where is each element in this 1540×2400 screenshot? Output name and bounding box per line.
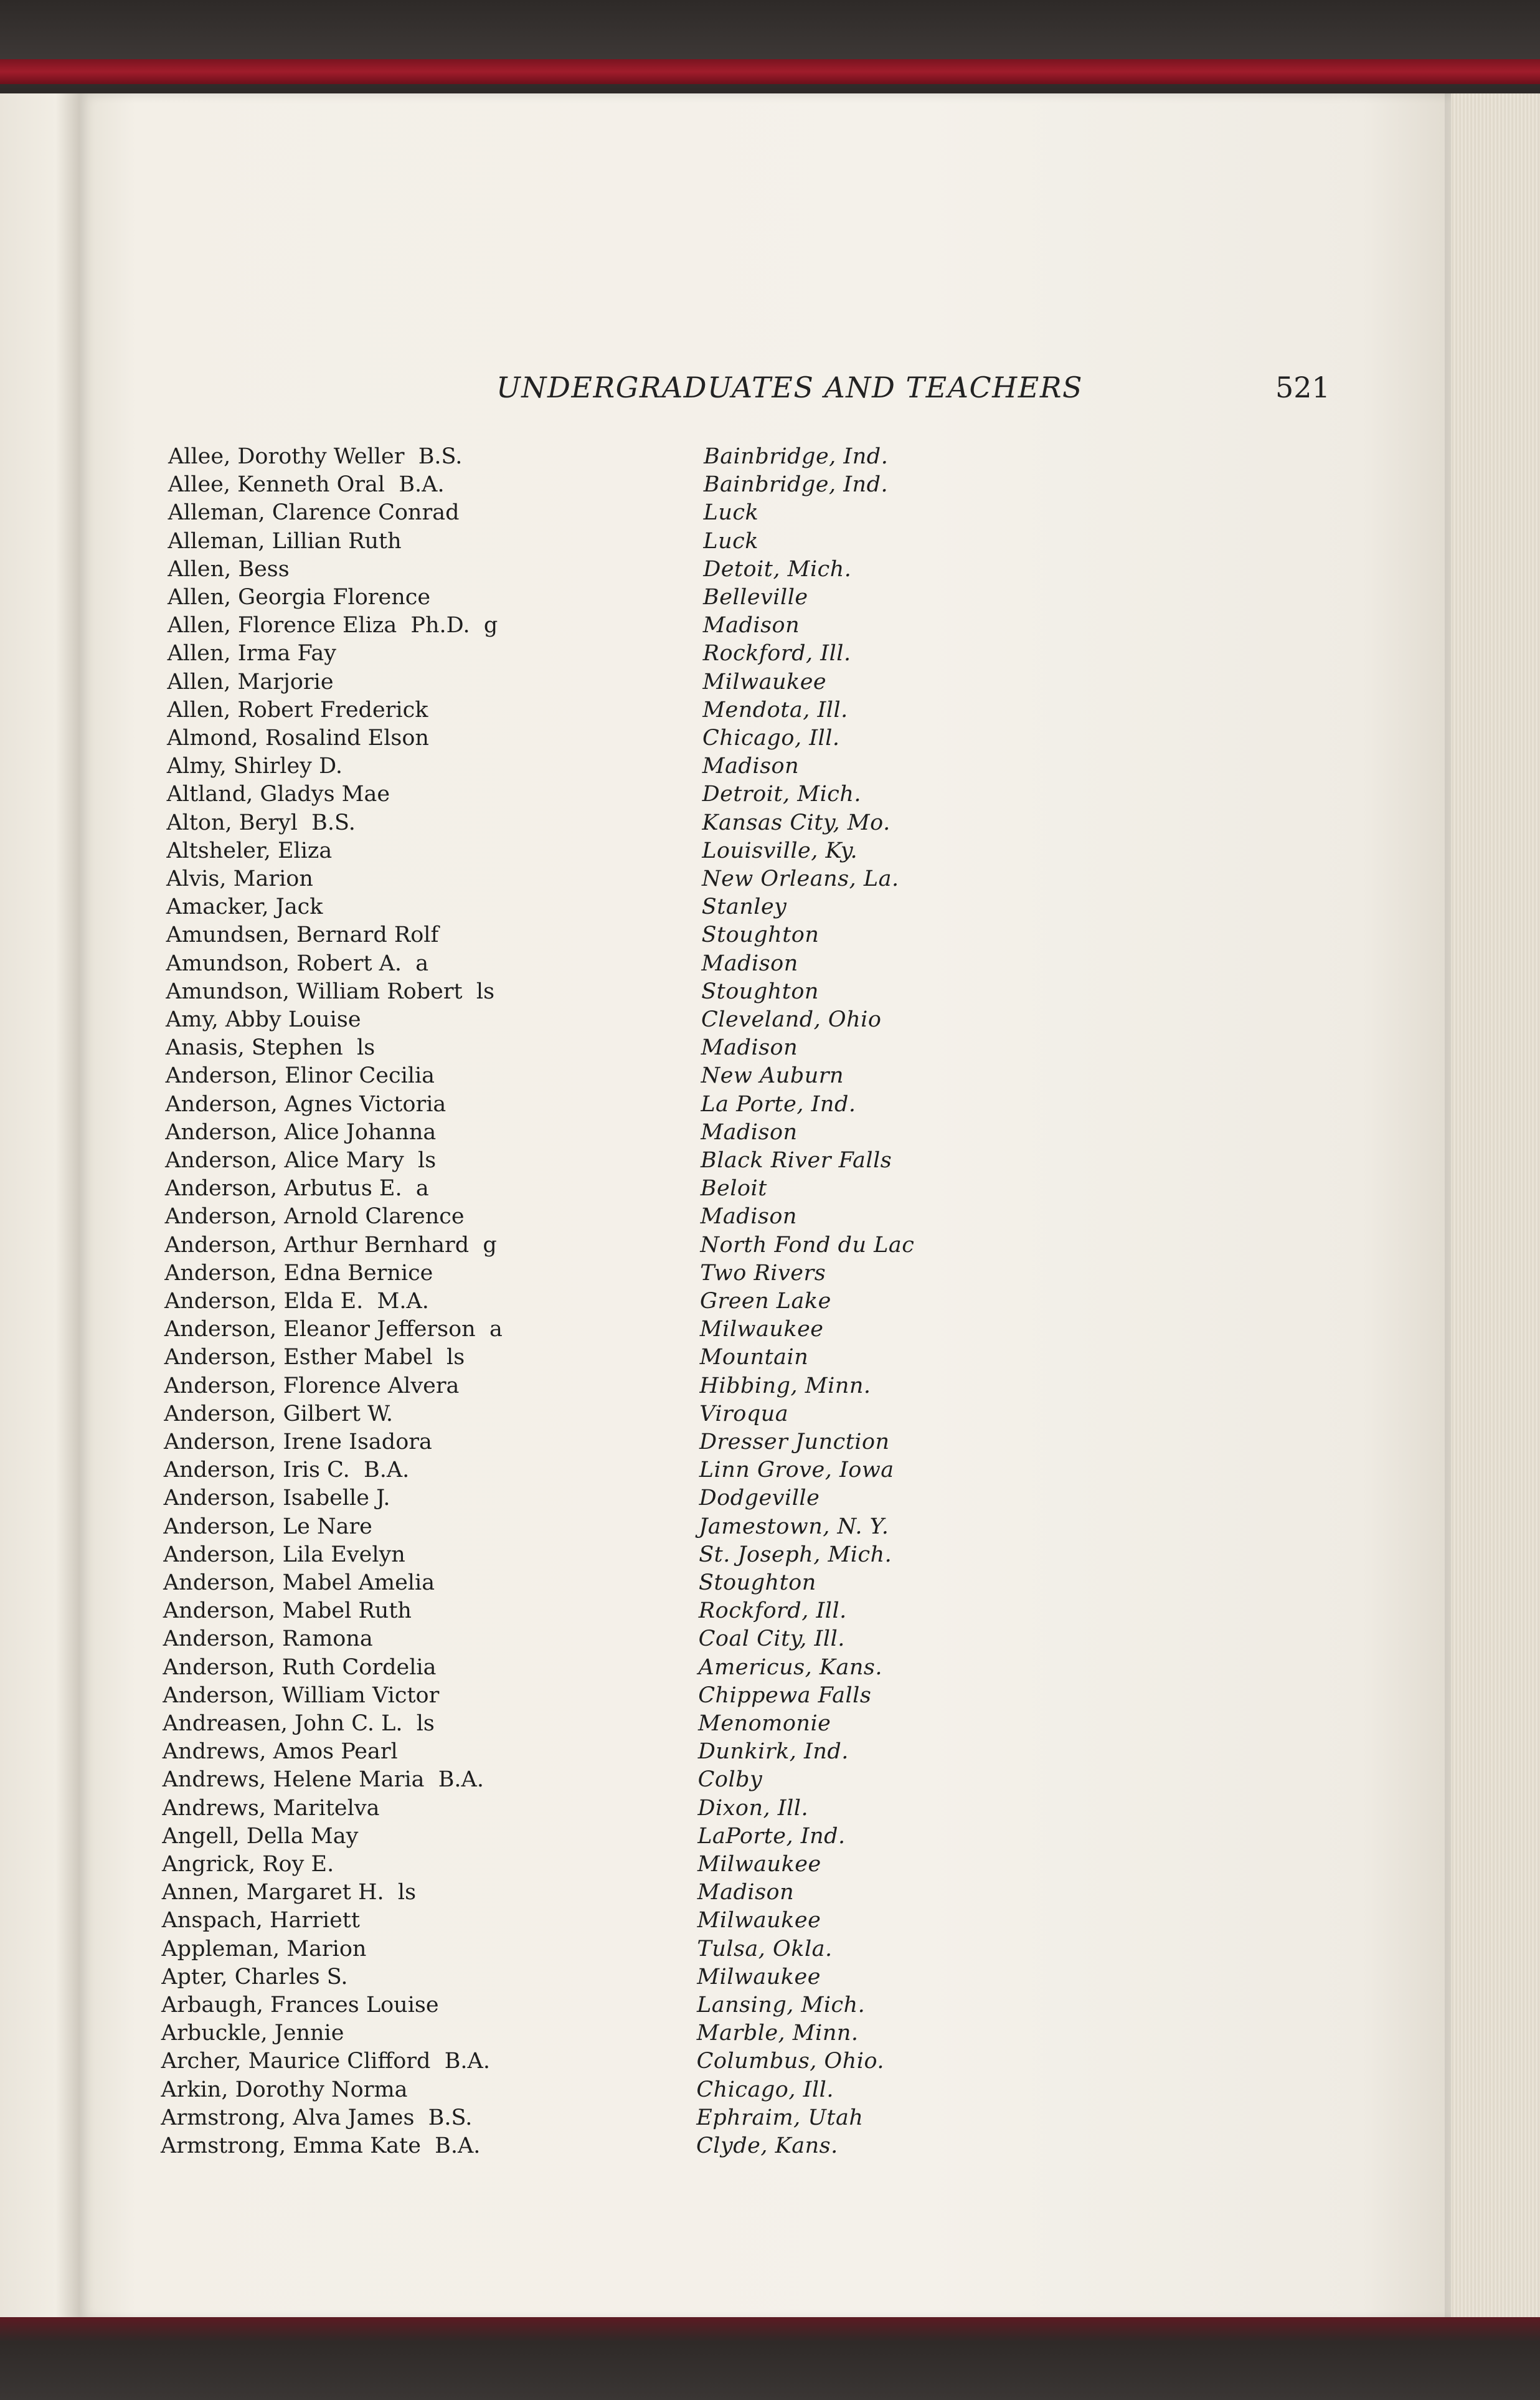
entry-place: Madison [702,754,800,779]
directory-entry [161,2047,1407,2075]
entry-name: Amundson, William Robert ls [166,979,495,1004]
entry-place: Madison [701,1119,798,1145]
entry-place: Stoughton [699,1570,816,1595]
directory-entry [163,1540,1409,1569]
entry-name: Apter, Charles S. [161,1964,348,1990]
entry-place: Madison [697,1880,795,1905]
directory-entry [167,696,1412,724]
entry-place: Columbus, Ohio. [696,2049,885,2074]
entry-name: Almond, Rosalind Elson [167,726,429,751]
entry-place: Milwaukee [699,1317,824,1342]
directory-entry [165,1146,1410,1175]
entry-name: Amy, Abby Louise [166,1007,361,1032]
entry-name: Allee, Kenneth Oral B.A. [168,472,445,498]
directory-entry [164,1428,1409,1456]
directory-entry [166,1005,1411,1034]
entry-place: Milwaukee [702,669,827,695]
entry-place: Belleville [703,585,808,610]
entry-name: Andreasen, John C. L. ls [163,1711,435,1736]
entry-name: Anderson, Arbutus E. a [164,1176,429,1202]
entry-name: Angell, Della May [162,1823,359,1849]
directory-entry [165,1118,1410,1147]
entry-place: Chippewa Falls [698,1682,872,1708]
entry-name: Andrews, Helene Maria B.A. [162,1767,484,1793]
entry-place: Viroqua [699,1401,789,1426]
entry-name: Anderson, Alice Mary ls [165,1148,437,1173]
directory-entry [163,1512,1409,1541]
entry-place: Stoughton [701,923,820,948]
entry-place: Coal City, Ill. [698,1626,845,1652]
entry-place: New Auburn [701,1063,844,1089]
directory-entry [166,837,1412,865]
entry-name: Anderson, Arnold Clarence [164,1204,465,1230]
entry-name: Anderson, Gilbert W. [164,1401,394,1426]
directory-entry [162,1794,1407,1823]
directory-entry [164,1315,1410,1344]
entry-place: Milwaukee [697,1908,821,1933]
entry-name: Anderson, Mabel Ruth [163,1598,412,1624]
directory-entry [161,1963,1407,1991]
directory-entry [166,949,1411,978]
entry-place: Hibbing, Minn. [699,1373,871,1398]
entry-place: Madison [701,951,798,976]
entry-place: St. Joseph, Mich. [699,1542,892,1567]
entry-place: Milwaukee [697,1964,821,1990]
page-stack-edges [1451,93,1540,2336]
directory-entry [165,1202,1410,1231]
directory-entry [167,780,1412,809]
entry-name: Anderson, Ruth Cordelia [163,1654,437,1680]
entry-place: Dresser Junction [699,1430,890,1454]
entry-name: Anderson, Edna Bernice [164,1260,433,1286]
directory-entry [168,498,1414,527]
directory-entry [162,1906,1407,1935]
entry-name: Anderson, Isabelle J. [163,1486,390,1511]
entry-name: Andrews, Amos Pearl [162,1739,398,1765]
entry-place: Mountain [699,1345,809,1370]
directory-entry [163,1625,1409,1653]
directory-entry [164,1287,1410,1316]
entry-name: Anasis, Stephen ls [165,1035,376,1061]
entry-place: Milwaukee [697,1852,821,1877]
directory-entry [167,752,1412,780]
directory-entry [163,1737,1408,1766]
entry-name: Anderson, Alice Johanna [165,1119,437,1145]
entry-place: Kansas City, Mo. [702,810,890,835]
entry-name: Arbaugh, Frances Louise [161,1993,439,2018]
entry-place: Madison [700,1204,797,1230]
directory-entry [165,1174,1410,1203]
entry-place: Beloit [700,1176,767,1202]
entry-place: LaPorte, Ind. [697,1823,846,1849]
entry-name: Angrick, Roy E. [162,1852,334,1877]
directory-entry [166,809,1412,837]
book-binding-bottom [0,2317,1540,2400]
entry-place: Bainbridge, Ind. [704,444,889,469]
entry-place: North Fond du Lac [700,1232,915,1258]
directory-entry [166,893,1412,921]
entry-name: Allen, Robert Frederick [167,697,428,723]
directory-entry [168,639,1413,668]
entry-name: Allen, Georgia Florence [168,585,431,610]
directory-entry [168,527,1413,556]
book-binding-top [0,0,1540,100]
entry-place: Chicago, Ill. [696,2077,834,2102]
directory-entry [168,555,1413,584]
entry-place: Mendota, Ill. [702,697,848,723]
entry-place: Ephraim, Utah [696,2105,864,2130]
directory-entry [168,583,1413,612]
directory-entry [164,1259,1410,1288]
directory-entry [161,2075,1406,2104]
entry-name: Alton, Beryl B.S. [166,810,356,835]
entry-name: Anderson, Lila Evelyn [163,1542,405,1567]
directory-entry [164,1484,1409,1512]
entry-place: Dunkirk, Ind. [697,1739,849,1765]
directory-entry [163,1653,1408,1682]
entry-place: Louisville, Ky. [702,838,858,863]
entry-name: Allee, Dorothy Weller B.S. [168,444,463,469]
directory-entry [161,1991,1407,2019]
entry-name: Alleman, Clarence Conrad [168,500,460,526]
directory-entry [162,1878,1407,1907]
entry-place: Menomonie [698,1711,831,1736]
directory-entry [163,1709,1408,1738]
entry-place: Cleveland, Ohio [701,1007,882,1032]
entry-name: Anderson, Eleanor Jefferson a [164,1317,503,1342]
directory-entry [164,1231,1410,1259]
entry-name: Anderson, Agnes Victoria [165,1091,446,1117]
entry-place: La Porte, Ind. [701,1091,856,1117]
directory-entry [163,1568,1409,1597]
entry-place: Bainbridge, Ind. [703,472,889,498]
directory-entry [164,1372,1409,1400]
red-binding-strip [0,59,1540,84]
facing-page-edge [0,93,80,2323]
entry-name: Anderson, Le Nare [163,1514,372,1539]
entry-place: Jamestown, N. Y. [699,1514,889,1539]
entry-name: Archer, Maurice Clifford B.A. [161,2049,490,2074]
running-head: UNDERGRADUATES AND TEACHERS [496,371,1084,404]
directory-entry [162,1822,1407,1851]
entry-name: Armstrong, Emma Kate B.A. [161,2133,481,2158]
page-number: 521 [1275,371,1330,404]
entry-name: Annen, Margaret H. ls [161,1880,417,1905]
entry-name: Anderson, Arthur Bernhard g [164,1232,497,1258]
directory-entry [164,1456,1409,1484]
entry-name: Allen, Florence Eliza Ph.D. g [167,613,498,638]
entry-name: Alvis, Marion [166,866,313,891]
entry-place: Americus, Kans. [698,1654,882,1680]
entry-place: Rockford, Ill. [698,1598,847,1624]
book-page [80,93,1475,2320]
directory-entry [164,1343,1410,1372]
entry-place: Colby [697,1767,763,1793]
directory-entry [167,668,1412,696]
entry-place: Green Lake [700,1289,831,1314]
entry-place: Luck [703,528,758,554]
entry-name: Anderson, Florence Alvera [164,1373,460,1398]
entry-name: Anderson, Elda E. M.A. [164,1289,429,1314]
directory-entry [168,442,1414,471]
entry-name: Alleman, Lillian Ruth [168,528,402,554]
entry-name: Altsheler, Eliza [166,838,333,863]
directory-entry [165,1090,1410,1119]
entry-place: Chicago, Ill. [702,726,840,751]
entry-place: Detoit, Mich. [703,556,852,582]
entry-name: Anderson, William Victor [163,1682,440,1708]
entry-name: Andrews, Maritelva [162,1795,380,1821]
entry-place: Detroit, Mich. [702,782,862,807]
entry-place: Lansing, Mich. [697,1993,866,2018]
entry-place: Black River Falls [701,1148,892,1173]
directory-entry [161,2132,1406,2160]
entry-name: Amacker, Jack [166,894,323,920]
entry-place: Madison [701,1035,798,1061]
entry-name: Anderson, Ramona [163,1626,373,1652]
directory-entry [161,1935,1407,1963]
entry-place: Marble, Minn. [696,2021,859,2046]
entry-name: Altland, Gladys Mae [166,782,390,807]
entry-name: Anderson, Elinor Cecilia [165,1063,435,1089]
entry-place: Clyde, Kans. [696,2133,838,2158]
entry-name: Anderson, Esther Mabel ls [164,1345,465,1370]
entry-place: Luck [703,500,759,526]
entry-name: Arkin, Dorothy Norma [161,2077,408,2102]
entry-place: Tulsa, Okla. [697,1936,833,1961]
directory-entry [167,724,1412,752]
entry-place: Dodgeville [699,1486,820,1511]
directory-entry [163,1681,1408,1710]
entry-name: Allen, Irma Fay [167,641,337,666]
entry-name: Anderson, Mabel Amelia [163,1570,435,1595]
directory-entry [163,1765,1408,1794]
entry-name: Amundson, Robert A. a [166,951,429,976]
directory-entry [166,1033,1411,1062]
entry-name: Anspach, Harriett [161,1908,360,1933]
entry-name: Allen, Bess [168,556,290,582]
entry-name: Amundsen, Bernard Rolf [166,923,439,948]
directory-entry [166,977,1411,1006]
entry-name: Appleman, Marion [161,1936,367,1961]
entry-place: Madison [702,613,800,638]
entry-name: Arbuckle, Jennie [161,2021,344,2046]
entry-name: Anderson, Iris C. B.A. [163,1458,410,1483]
entry-place: Stoughton [701,979,819,1004]
directory-entry [161,2104,1406,2132]
entry-name: Anderson, Irene Isadora [164,1430,432,1454]
directory-entry [166,921,1412,949]
directory-entry [163,1596,1409,1625]
directory-entry [166,865,1412,893]
directory-entry [162,1850,1407,1879]
entry-place: Dixon, Ill. [697,1795,809,1821]
directory-entry [168,611,1413,640]
directory-entry [168,470,1414,499]
entry-name: Armstrong, Alva James B.S. [161,2105,473,2130]
entry-name: Allen, Marjorie [167,669,334,695]
entry-place: Linn Grove, Iowa [699,1458,894,1483]
directory-entry [164,1400,1409,1428]
directory-entry [166,1061,1411,1090]
entry-place: Stanley [701,894,787,920]
entry-place: Rockford, Ill. [702,641,851,666]
entry-place: Two Rivers [700,1260,826,1286]
directory-entry [161,2019,1407,2047]
entry-name: Almy, Shirley D. [166,754,343,779]
entry-place: New Orleans, La. [702,866,899,891]
